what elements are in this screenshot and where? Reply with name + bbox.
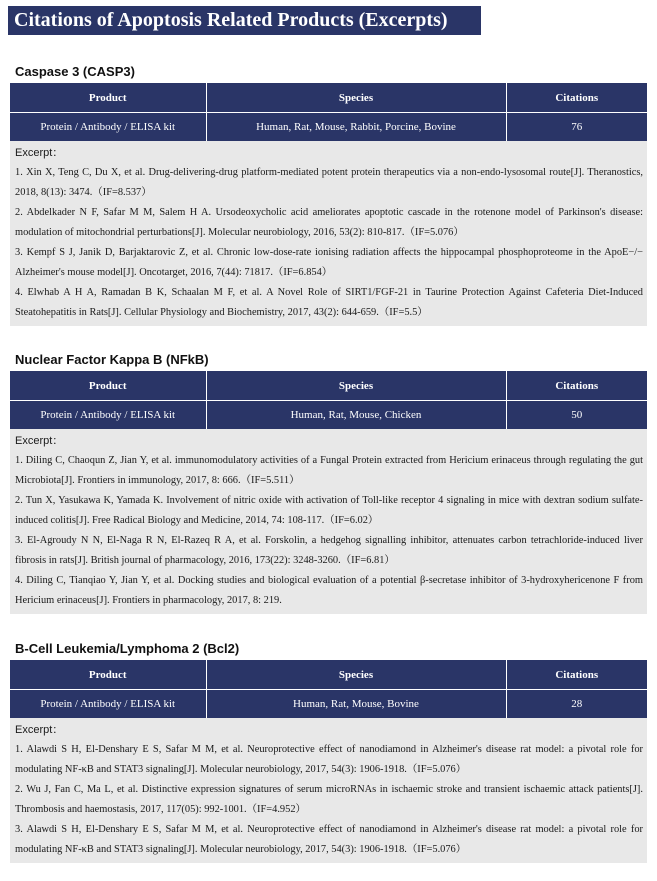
section-nfkb [10,349,647,614]
citation-item: 3. El‐Agroudy N N, El‐Naga R N, El‐Razeq R A, et al. Forskolin, a hedgehog signalling inhibitor, attenuates carbon tetrachloride‐induced liver fibrosis in rats[J]. British journal of pharmacology, 2016, 173(22): 3248-3260.（IF=6.81） [15,535,643,566]
section-title: Nuclear Factor Kappa B (NFkB) [15,352,209,367]
cell-citations: 76 [506,113,647,142]
excerpt-box [10,429,647,614]
citation-item: 1. Xin X, Teng C, Du X, et al. Drug-delivering-drug platform-mediated potent protein therapeutics via a non-endo-lysosomal route[J]. Theranostics, 2018, 8(13): 3474.（IF=8.537） [15,167,643,198]
citation-item: 3. Kempf S J, Janik D, Barjaktarovic Z, et al. Chronic low-dose-rate ionising radiation affects the hippocampal phosphoproteome in the ApoE−/− Alzheimer's mouse model[J]. Oncotarget, 2016, 7(44): 71817.（IF=6.854） [15,247,643,278]
section-casp3 [10,61,647,326]
citation-item: 4. Diling C, Tianqiao Y, Jian Y, et al. Docking studies and biological evaluation of a potential β-secretase inhibitor of 3-hydroxyhericenone F from Hericium erinaceus[J]. Frontiers in pharmacology, 2017, 8: 219. [15,575,643,606]
header-species: Species [206,371,506,401]
cell-citations: 50 [506,401,647,430]
excerpt-label: Excerpt： [15,724,64,736]
citation-item: 1. Alawdi S H, El-Denshary E S, Safar M M, et al. Neuroprotective effect of nanodiamond in Alzheimer's disease rat model: a pivotal role for modulating NF-κB and STAT3 signaling[J]. Molecular neurobiology, 2017, 54(3): 1906-1918.（IF=5.076） [15,744,643,775]
citation-item: 1. Diling C, Chaoqun Z, Jian Y, et al. immunomodulatory activities of a Fungal Protein extracted from Hericium erinaceus through regulating the gut Microbiota[J]. Frontiers in immunology, 2017, 8: 666.（IF=5.511） [15,455,643,486]
excerpt-label: Excerpt： [15,147,64,159]
header-product: Product [10,371,206,401]
header-species: Species [206,660,506,690]
citation-item: 3. Alawdi S H, El-Denshary E S, Safar M M, et al. Neuroprotective effect of nanodiamond in Alzheimer's disease rat model: a pivotal role for modulating NF-κB and STAT3 signaling[J]. Molecular neurobiology, 2017, 54(3): 1906-1918.（IF=5.076） [15,824,643,855]
cell-species: Human, Rat, Mouse, Bovine [206,690,506,719]
citation-item: 2. Abdelkader N F, Safar M M, Salem H A. Ursodeoxycholic acid ameliorates apoptotic cascade in the rotenone model of Parkinson's disease: modulation of mitochondrial perturbations[J]. Molecular neurobiology, 2016, 53(2): 810-817.（IF=5.076） [15,207,643,238]
section-title: Caspase 3 (CASP3) [15,64,135,79]
cell-product: Protein / Antibody / ELISA kit [10,690,206,719]
section-bcl2 [10,638,647,863]
header-citations: Citations [506,371,647,401]
product-table [10,83,647,141]
cell-species: Human, Rat, Mouse, Chicken [206,401,506,430]
excerpt-box [10,718,647,863]
header-species: Species [206,83,506,113]
header-citations: Citations [506,660,647,690]
citation-item: 4. Elwhab A H A, Ramadan B K, Schaalan M F, et al. A Novel Role of SIRT1/FGF-21 in Taurine Protection Against Cafeteria Diet-Induced Steatohepatitis in Rats[J]. Cellular Physiology and Biochemistry, 2017, 43(2): 644-659.（IF=5.5） [15,287,643,318]
cell-product: Protein / Antibody / ELISA kit [10,401,206,430]
section-title: B-Cell Leukemia/Lymphoma 2 (Bcl2) [15,641,240,656]
citation-item: 2. Tun X, Yasukawa K, Yamada K. Involvement of nitric oxide with activation of Toll-like receptor 4 signaling in mice with dextran sodium sulfate-induced colitis[J]. Free Radical Biology and Medicine, 2014, 74: 108-117.（IF=6.02） [15,495,643,526]
product-table [10,371,647,429]
cell-citations: 28 [506,690,647,719]
page-banner: Citations of Apoptosis Related Products (Excerpts) [8,6,481,35]
product-table [10,660,647,718]
excerpt-box [10,141,647,326]
cell-species: Human, Rat, Mouse, Rabbit, Porcine, Bovine [206,113,506,142]
header-product: Product [10,660,206,690]
cell-product: Protein / Antibody / ELISA kit [10,113,206,142]
header-citations: Citations [506,83,647,113]
citation-item: 2. Wu J, Fan C, Ma L, et al. Distinctive expression signatures of serum microRNAs in ischaemic stroke and transient ischaemic attack patients[J]. Thrombosis and haemostasis, 2017, 117(05): 992-1001.（IF=4.952） [15,784,643,815]
header-product: Product [10,83,206,113]
excerpt-label: Excerpt： [15,435,64,447]
